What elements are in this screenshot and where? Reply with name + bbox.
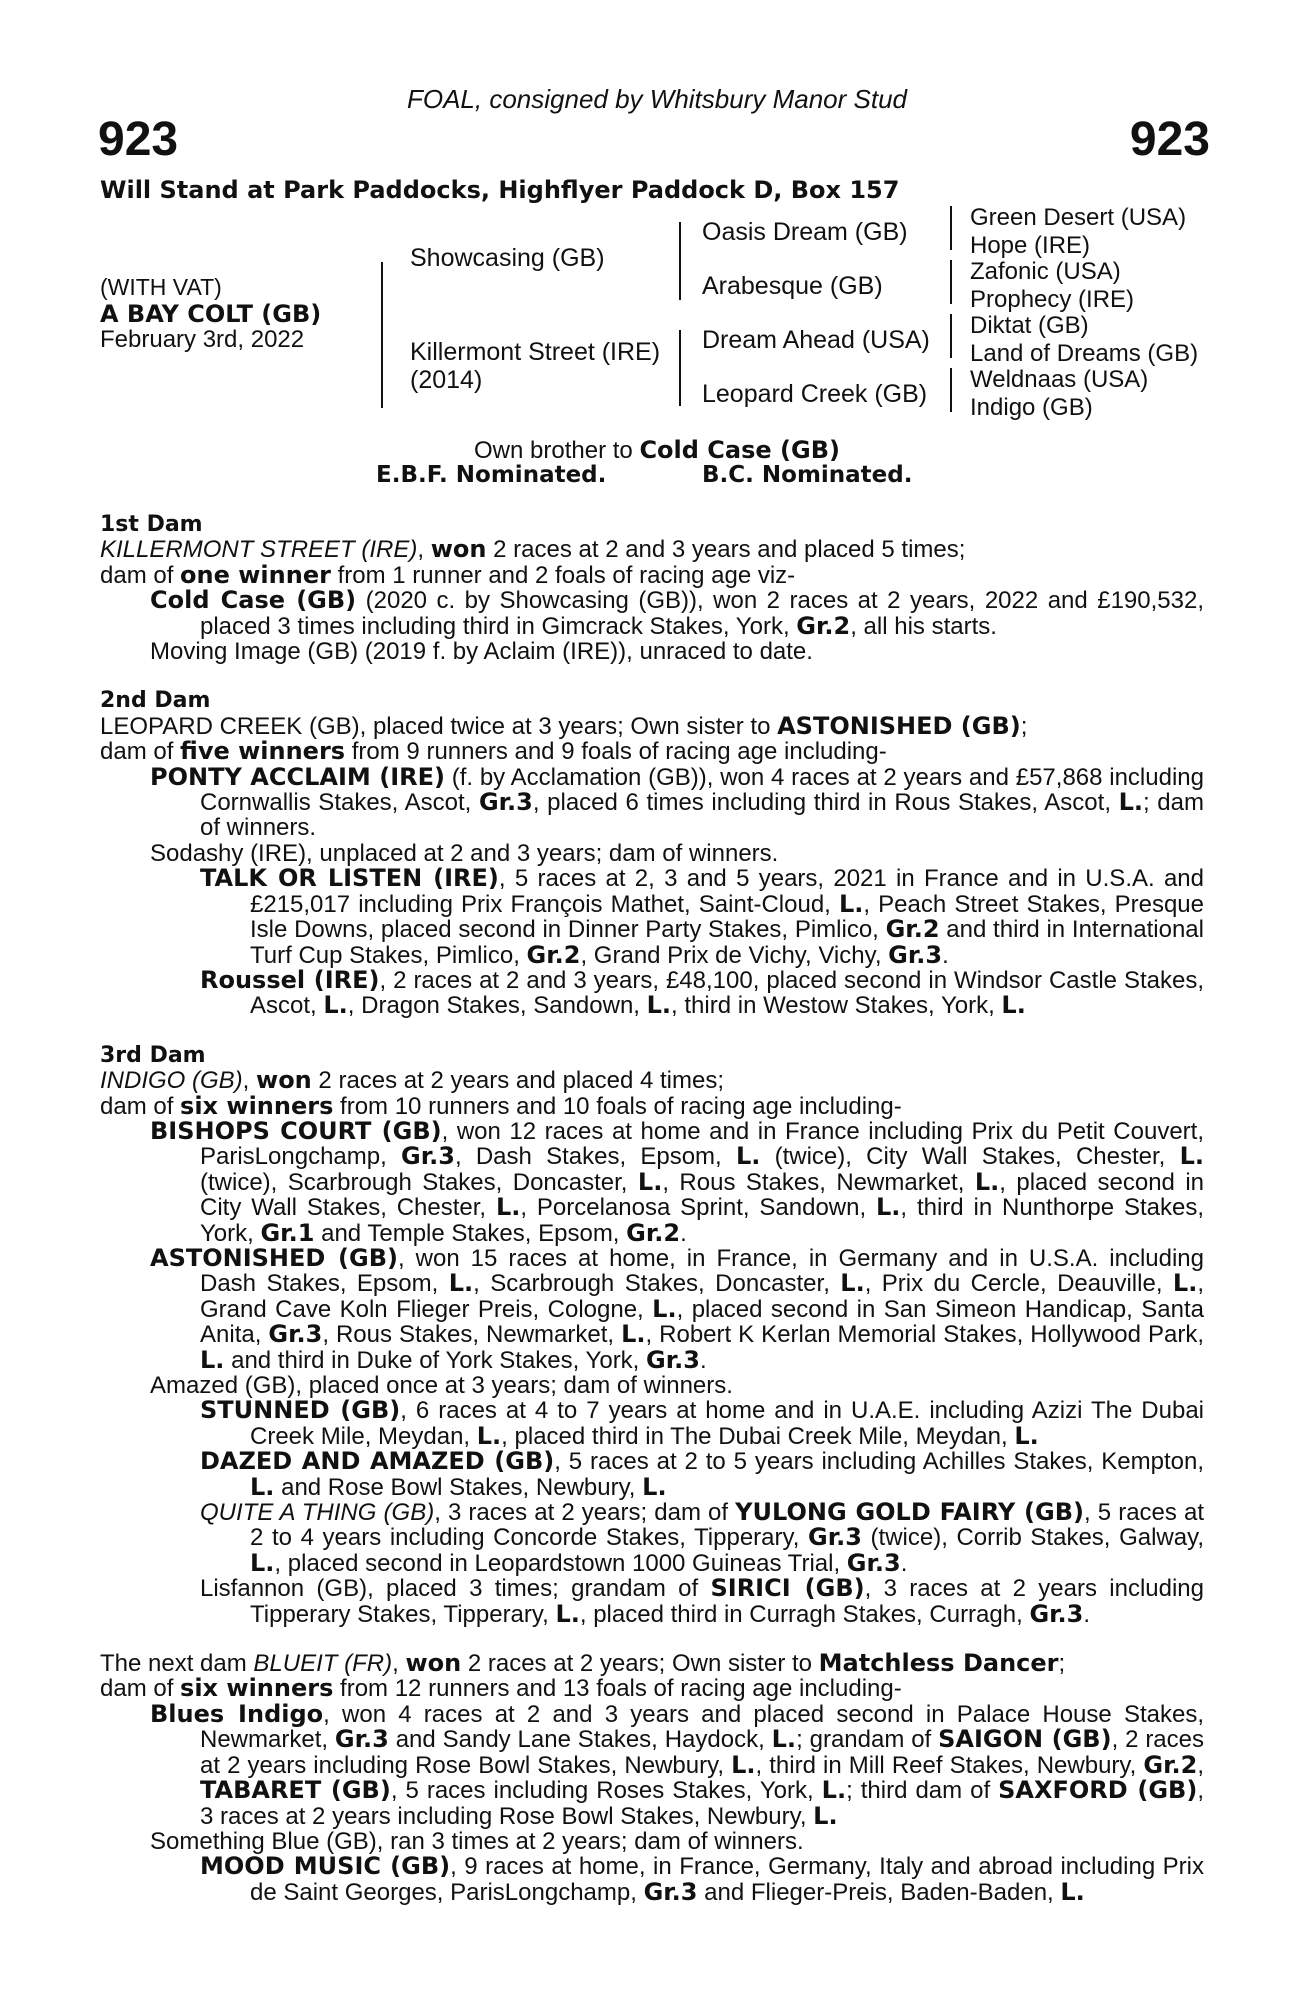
lot-number-left: 923 [98,113,179,166]
section-heading: 3rd Dam [100,1042,206,1068]
catalogue-body [100,512,1204,1905]
produce-entry: QUITE A THING (GB), 3 races at 2 years; dam of YULONG GOLD FAIRY (GB), 5 races at 2 to 4 years including Concorde Stakes, Tipperary, Gr.3 (twice), Corrib Stakes, Galway, L., placed second in Leopardstown 1000 Guineas Trial, Gr.3. [200,1498,1205,1577]
section-heading: 1st Dam [100,512,203,537]
date-of-birth: February 3rd, 2022 [100,326,305,353]
pedigree-brace [381,262,383,408]
dam: Killermont Street (IRE) [410,338,661,366]
horse-name: A BAY COLT (GB) [100,300,322,328]
produce-entry: Amazed (GB), placed once at 3 years; dam of winners. [150,1372,733,1399]
sd-sire: Zafonic (USA) [970,258,1121,285]
vat-note: (WITH VAT) [100,274,222,300]
produce-entry: PONTY ACCLAIM (IRE) (f. by Acclamation (GB)), won 4 races at 2 years and £57,868 including Cornwallis Stakes, Ascot, Gr.3, placed 6 times including third in Rous Stakes, Ascot, L.; dam of winners. [150,762,1204,842]
produce-entry: ASTONISHED (GB), won 15 races at home, in France, in Germany and in U.S.A. including Dash Stakes, Epsom, L., Scarbrough Stakes, Doncaster, L., Prix du Cercle, Deauville, L., Grand Cave Koln Flieger Preis, Cologne, L., placed second in San Simeon Handicap, Santa Anita, Gr.3, Rous Stakes, Newmarket, L., Robert K Kerlan Memorial Stakes, Hollywood Park, L. and third in Duke of York Stakes, York, Gr.3. [150,1243,1204,1374]
produce-entry: Blues Indigo, won 4 races at 2 and 3 years and placed second in Palace House Stakes, Newmarket, Gr.3 and Sandy Lane Stakes, Haydock, L.; grandam of SAIGON (GB), 2 races at 2 years including Rose Bowl Stakes, Newbury, L., third in Mill Reef Stakes, Newbury, Gr.2, TABARET (GB), 5 races including Roses Stakes, York, L.; third dam of SAXFORD (GB), 3 races at 2 years including Rose Bowl Stakes, Newbury, L. [150,1699,1205,1830]
ss-dam: Hope (IRE) [970,232,1091,259]
own-brother-note: Own brother to Cold Case (GB) [474,436,840,464]
third-dam-section [100,1043,1204,1627]
produce-entry: STUNNED (GB), 6 races at 4 to 7 years at home and in U.A.E. including Azizi The Dubai Creek Mile, Meydan, L., placed third in The Dubai Creek Mile, Meydan, L. [200,1396,1205,1450]
produce-entry: TALK OR LISTEN (IRE), 5 races at 2, 3 and 5 years, 2021 in France and in U.S.A. and £215,017 including Prix François Mathet, Saint-Cloud, L., Peach Street Stakes, Presque Isle Downs, placed second in Dinner Party Stakes, Pimlico, Gr.2 and third in International Turf Cup Stakes, Pimlico, Gr.2, Grand Prix de Vichy, Vichy, Gr.3. [200,864,1205,969]
dd-dam: Indigo (GB) [970,394,1093,421]
gen3-brace-1 [950,206,952,250]
dam-line-brace [679,330,681,406]
dam-sire: Dream Ahead (USA) [702,326,930,354]
bc-nomination: B.C. Nominated. [702,462,913,488]
sire-line-brace [679,222,681,300]
sire: Showcasing (GB) [410,244,605,272]
ds-sire: Diktat (GB) [970,312,1089,339]
produce-entry: DAZED AND AMAZED (GB), 5 races at 2 to 5 years including Achilles Stakes, Kempton, L. and Rose Bowl Stakes, Newbury, L. [200,1447,1205,1501]
ss-sire: Green Desert (USA) [970,204,1187,231]
stand-location: Will Stand at Park Paddocks, Highflyer Paddock D, Box 157 [100,176,900,204]
section-heading: 2nd Dam [100,688,211,714]
dam-year: (2014) [410,366,483,394]
dam-dam: Leopard Creek (GB) [702,380,928,408]
gen3-brace-2 [950,260,952,304]
dam-produce-summary: dam of six winners from 10 runners and 10 foals of racing age including- [100,1091,902,1120]
dam-summary: KILLERMONT STREET (IRE), won 2 races at 2 and 3 years and placed 5 times; [100,535,966,564]
sire-sire: Oasis Dream (GB) [702,218,908,246]
produce-entry: Roussel (IRE), 2 races at 2 and 3 years, £48,100, placed second in Windsor Castle Stakes, Ascot, L., Dragon Stakes, Sandown, L., third in Westow Stakes, York, L. [200,965,1204,1020]
consignor-line: FOAL, consigned by Whitsbury Manor Stud [406,84,907,114]
dam-summary: INDIGO (GB), won 2 races at 2 years and placed 4 times; [100,1066,724,1095]
dam-summary: The next dam BLUEIT (FR), won 2 races at 2 years; Own sister to Matchless Dancer; [100,1649,1066,1678]
produce-entry: Lisfannon (GB), placed 3 times; grandam of SIRICI (GB), 3 races at 2 years including Tipperary Stakes, Tipperary, L., placed third in Curragh Stakes, Curragh, Gr.3. [200,1574,1205,1628]
produce-entry: Sodashy (IRE), unplaced at 2 and 3 years; dam of winners. [150,839,779,867]
first-dam-section [100,512,1204,664]
dam-produce-summary: dam of one winner from 1 runner and 2 foals of racing age viz- [100,560,796,589]
produce-entry: MOOD MUSIC (GB), 9 races at home, in France, Germany, Italy and abroad including Prix de Saint Georges, ParisLongchamp, Gr.3 and Flieger-Preis, Baden-Baden, L. [200,1852,1205,1906]
next-dam-section [100,1651,1204,1905]
gen3-brace-4 [950,368,952,412]
dam-produce-summary: dam of six winners from 12 runners and 13 foals of racing age including- [100,1674,902,1703]
dam-summary: LEOPARD CREEK (GB), placed twice at 3 years; Own sister to ASTONISHED (GB); [100,711,1028,740]
sire-dam: Arabesque (GB) [702,272,883,300]
produce-entry: BISHOPS COURT (GB), won 12 races at home and in France including Prix du Petit Couvert, ParisLongchamp, Gr.3, Dash Stakes, Epsom, L. (twice), City Wall Stakes, Chester, L. (twice), Scarbrough Stakes, Doncaster, L., Rous Stakes, Newmarket, L., placed second in City Wall Stakes, Chester, L., Porcelanosa Sprint, Sandown, L., third in Nunthorpe Stakes, York, Gr.1 and Temple Stakes, Epsom, Gr.2. [150,1116,1205,1247]
produce-entry: Something Blue (GB), ran 3 times at 2 years; dam of winners. [150,1827,804,1855]
produce-entry: Cold Case (GB) (2020 c. by Showcasing (GB)), won 2 races at 2 years, 2022 and £190,532, placed 3 times including third in Gimcrack Stakes, York, Gr.2, all his starts. [150,586,1204,640]
produce-entry: Moving Image (GB) (2019 f. by Aclaim (IRE)), unraced to date. [150,638,813,666]
ds-dam: Land of Dreams (GB) [970,340,1199,367]
sd-dam: Prophecy (IRE) [970,286,1135,313]
lot-number-right: 923 [1129,113,1210,166]
ebf-nomination: E.B.F. Nominated. [376,462,607,488]
dam-produce-summary: dam of five winners from 9 runners and 9 foals of racing age including- [100,737,887,766]
dd-sire: Weldnaas (USA) [970,366,1149,393]
second-dam-section [100,688,1204,1018]
gen3-brace-3 [950,314,952,358]
